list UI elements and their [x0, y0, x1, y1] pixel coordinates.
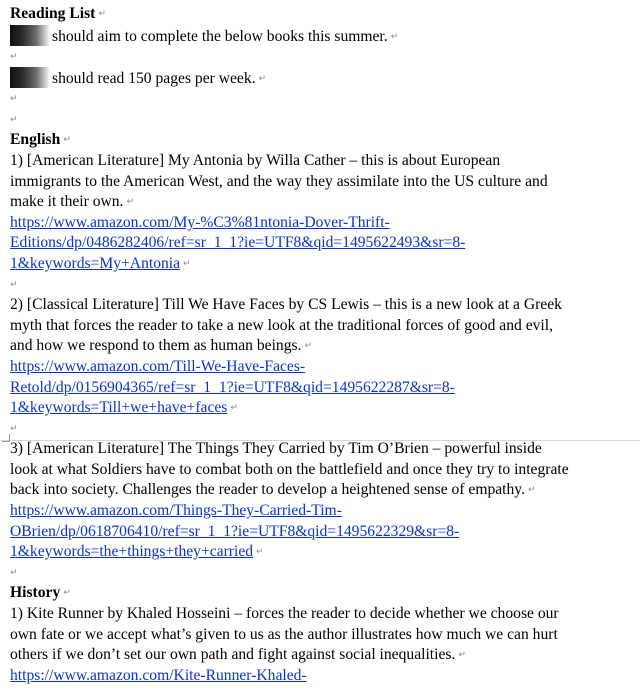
amazon-link-line[interactable]: [10, 357, 640, 378]
paragraph-mark-icon: ↵: [126, 197, 135, 208]
empty-paragraph: [10, 89, 640, 110]
history-heading-line: [10, 583, 640, 604]
paragraph-mark-icon: ↵: [98, 9, 106, 19]
empty-paragraph: [10, 47, 640, 68]
empty-paragraph: [10, 419, 640, 440]
book-description-text: and how we respond to them as human beings.: [10, 337, 302, 355]
amazon-link-line[interactable]: [10, 213, 640, 234]
reading-list-pace-text: should read 150 pages per week.: [52, 70, 256, 88]
amazon-link[interactable]: 1&keywords=My+Antonia: [10, 254, 181, 272]
amazon-link[interactable]: https://www.amazon.com/My-%C3%81ntonia-Dover-Thrift-: [10, 213, 390, 231]
amazon-link-line[interactable]: [10, 254, 640, 275]
paragraph-mark-icon: ↵: [390, 31, 399, 42]
reading-list-title: Reading List: [10, 5, 96, 22]
book-description-text: make it their own.: [10, 193, 124, 211]
amazon-link-line[interactable]: [10, 522, 640, 543]
book-description-line: own fate or we accept what’s given to us as the author illustrates how much we can hurt: [10, 625, 558, 643]
paragraph-mark-icon: ↵: [10, 567, 18, 578]
page-corner-mark-icon: [2, 434, 10, 442]
amazon-link-line[interactable]: [10, 398, 640, 419]
paragraph-mark-icon: ↵: [63, 588, 71, 599]
paragraph-mark-icon: ↵: [458, 650, 466, 661]
amazon-link[interactable]: https://www.amazon.com/Till-We-Have-Faces-: [10, 357, 306, 375]
amazon-link-line[interactable]: [10, 378, 640, 399]
paragraph-mark-icon: ↵: [10, 423, 18, 434]
paragraph-mark-icon: ↵: [183, 258, 191, 269]
book-description-line: immigrants to the American West, and the way they assimilate into the US culture and: [10, 172, 548, 190]
english-heading-line: [10, 130, 640, 151]
book-description-text: back into society. Challenges the reader to develop a heightened sense of empathy.: [10, 481, 525, 499]
amazon-link-line[interactable]: [10, 666, 640, 687]
amazon-link[interactable]: https://www.amazon.com/Things-They-Carried-Tim-: [10, 502, 342, 520]
amazon-link[interactable]: 1&keywords=Till+we+have+faces: [10, 399, 228, 417]
history-heading: History: [10, 584, 61, 602]
paragraph-mark-icon: ↵: [10, 279, 18, 290]
english-heading: English: [10, 131, 61, 149]
paragraph-mark-icon: ↵: [10, 114, 18, 125]
book-description-line: 3) [American Literature] The Things They Carried by Tim O’Brien – powerful inside: [10, 440, 542, 458]
reading-list-goal-line: [10, 25, 640, 47]
book-description-line: look at what Soldiers have to combat both on the battlefield and once they try to integrate: [10, 460, 569, 478]
amazon-link[interactable]: Retold/dp/0156904365/ref=sr_1_1?ie=UTF8&qid=1495622287&sr=8-: [10, 378, 455, 396]
book-description-line: [10, 336, 640, 357]
book-description-line: 1) Kite Runner by Khaled Hosseini – forces the reader to decide whether we choose our: [10, 605, 559, 623]
empty-paragraph: [10, 275, 640, 296]
amazon-link[interactable]: 1&keywords=the+things+they+carried: [10, 543, 254, 561]
empty-paragraph: [10, 110, 640, 131]
amazon-link[interactable]: https://www.amazon.com/Kite-Runner-Khaled-: [10, 666, 307, 684]
amazon-link[interactable]: Editions/dp/0486282406/ref=sr_1_1?ie=UTF8&qid=1495622493&sr=8-: [10, 234, 466, 252]
amazon-link-line[interactable]: [10, 501, 640, 522]
book-description-text: others if we don’t set our own path and fight against social inequalities.: [10, 646, 456, 664]
paragraph-mark-icon: ↵: [256, 547, 264, 558]
book-description-line: 1) [American Literature] My Antonia by Willa Cather – this is about European: [10, 151, 501, 169]
reading-list-title-line: [10, 4, 640, 25]
amazon-link-line[interactable]: [10, 233, 640, 254]
book-description-line: 2) [Classical Literature] Till We Have Faces by CS Lewis – this is a new look at a Greek: [10, 296, 562, 314]
document-page: [10, 4, 640, 686]
paragraph-mark-icon: ↵: [10, 51, 18, 62]
book-description-line: [10, 480, 640, 501]
paragraph-mark-icon: ↵: [304, 341, 313, 352]
paragraph-mark-icon: ↵: [528, 485, 536, 496]
empty-paragraph: [10, 563, 640, 584]
paragraph-mark-icon: ↵: [10, 94, 18, 105]
paragraph-mark-icon: ↵: [230, 403, 238, 414]
redacted-name: [10, 25, 50, 46]
paragraph-mark-icon: ↵: [258, 74, 267, 85]
reading-list-pace-line: [10, 67, 640, 89]
amazon-link[interactable]: OBrien/dp/0618706410/ref=sr_1_1?ie=UTF8&qid=1495622329&sr=8-: [10, 522, 460, 540]
page-break-divider: [0, 440, 640, 441]
book-description-line: myth that forces the reader to take a new look at the traditional forces of good and evil,: [10, 316, 553, 334]
paragraph-mark-icon: ↵: [63, 135, 71, 146]
book-description-line: [10, 645, 640, 666]
book-description-line: [10, 192, 640, 213]
amazon-link-line[interactable]: [10, 542, 640, 563]
reading-list-goal-text: should aim to complete the below books this summer.: [52, 27, 388, 45]
redacted-name: [10, 67, 50, 88]
